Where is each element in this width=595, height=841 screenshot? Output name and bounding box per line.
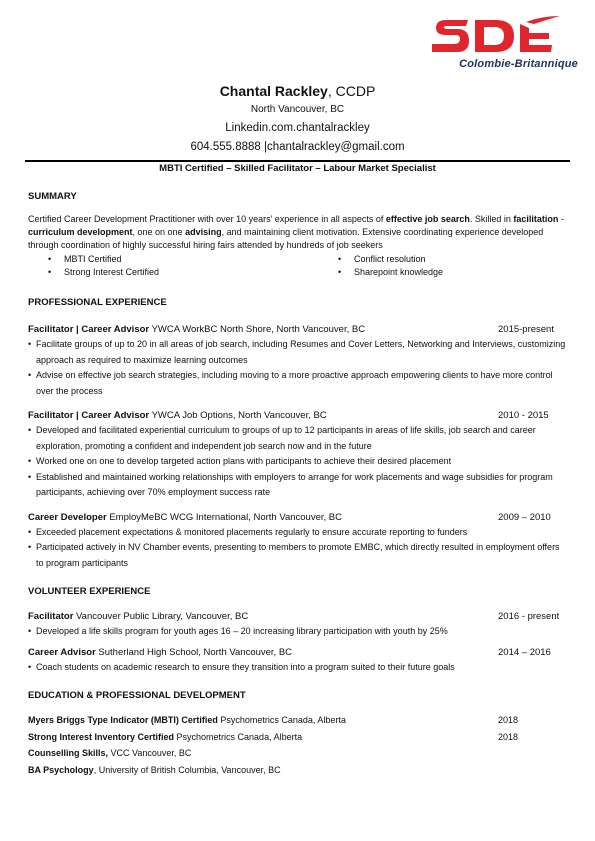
job-header	[28, 646, 568, 660]
job-bullet: • Coach students on academic research to ensure they transition into a program suited to their future goals	[28, 660, 568, 676]
volunteer-entry	[28, 646, 568, 676]
linkedin-link[interactable]: Linkedin.com.chantalrackley	[225, 122, 370, 134]
education-row	[28, 729, 568, 746]
summary-text: Certified Career Development Practitioner with over 10 years’ experience in all aspects of	[28, 214, 386, 224]
job-org: Vancouver Public Library, Vancouver, BC	[73, 611, 249, 622]
summary-text: . Skilled in	[469, 214, 514, 224]
job-dates: 2016 - present	[498, 611, 560, 622]
job-role: Facilitator	[28, 611, 74, 622]
job-bullet: • Advise on effective job search strategies, including moving to a more proactive approach empowering clients to have more control over the process	[28, 368, 568, 399]
summary-section	[28, 190, 568, 279]
job-bullet: • Developed and facilitated experiential curriculum to groups of up to 12 participants in areas of life skills, job search and career exploration, promoting a confident and independent job search now and in the future	[28, 423, 568, 454]
summary-bold: facilitation	[513, 214, 559, 224]
summary-bold: effective job search	[385, 214, 470, 224]
education-date: 2018	[498, 731, 519, 742]
education-date	[498, 762, 568, 779]
job-entry	[28, 323, 568, 399]
summary-skills	[28, 253, 568, 279]
skill-item: • Sharepoint knowledge	[318, 266, 558, 279]
job-org: YWCA Job Options, North Vancouver, BC	[149, 410, 327, 421]
education-date: 2018	[498, 715, 519, 725]
job-role: Facilitator | Career Advisor	[28, 324, 150, 335]
education-detail: VCC Vancouver, BC	[108, 748, 192, 758]
skill-item: • MBTI Certified	[28, 253, 318, 266]
summary-bold: curriculum development	[28, 227, 133, 237]
job-bullet: • Facilitate groups of up to 20 in all areas of job search, including Resumes and Cover Letters, Networking and Interviews, customizing approach as required to maximize learning outcomes	[28, 337, 568, 368]
education-name: BA Psychology	[28, 764, 94, 775]
job-org: Sutherland High School, North Vancouver, BC	[95, 646, 293, 658]
volunteer-entry	[28, 610, 568, 640]
sde-logo-mark	[430, 14, 570, 58]
resume-header	[0, 82, 595, 155]
education-detail: Psychometrics Canada, Alberta	[174, 731, 303, 742]
education-row	[28, 745, 568, 762]
job-header	[28, 323, 568, 337]
summary-text: , and maintaining client motivation. Extensive coordinating experience developed through coordination of highly successful hiring fairs attended by hundreds of job seekers	[28, 227, 544, 250]
skills-column-right	[318, 253, 558, 279]
education-row	[28, 762, 568, 779]
job-role: Career Developer	[28, 511, 107, 523]
job-org: YWCA WorkBC North Shore, North Vancouver, BC	[149, 324, 366, 335]
job-dates: 2010 - 2015	[498, 410, 549, 421]
header-divider	[25, 160, 570, 162]
education-detail: Psychometrics Canada, Alberta	[217, 715, 346, 725]
logo-subtitle: Colombie-Britannique	[459, 58, 578, 70]
job-entry	[28, 511, 568, 572]
education-section	[28, 689, 568, 778]
education-name: Counselling Skills,	[28, 748, 109, 758]
volunteer-title: VOLUNTEER EXPERIENCE	[28, 586, 151, 597]
education-name: Myers Briggs Type Indicator (MBTI) Certified	[28, 715, 218, 725]
candidate-name-line	[0, 82, 595, 100]
job-bullet: • Established and maintained working relationships with employers to arrange for work placements and wage subsidies for program participants, achieving over 70% employment success rate	[28, 470, 568, 501]
job-dates: 2009 – 2010	[498, 511, 551, 523]
summary-text: , one on one	[132, 227, 186, 237]
job-entry	[28, 409, 568, 501]
summary-title: SUMMARY	[28, 191, 77, 202]
job-bullet: • Developed a life skills program for youth ages 16 – 20 increasing library participation with youth by 25%	[28, 624, 568, 640]
experience-title: PROFESSIONAL EXPERIENCE	[28, 297, 167, 308]
volunteer-section	[28, 585, 568, 675]
skills-column-left	[28, 253, 318, 279]
job-bullet: • Worked one on one to develop targeted action plans with participants to achieve their desired placement	[28, 454, 568, 470]
education-detail: , University of British Columbia, Vancouver, BC	[93, 764, 281, 775]
summary-bold: advising	[185, 227, 222, 237]
education-row	[28, 712, 568, 729]
job-header	[28, 610, 568, 624]
skill-item: • Strong Interest Certified	[28, 266, 318, 279]
candidate-address: North Vancouver, BC	[250, 104, 345, 115]
contact-info[interactable]: 604.555.8888 |chantalrackley@gmail.com	[190, 141, 405, 153]
education-date	[498, 745, 568, 762]
candidate-name: Chantal Rackley	[219, 83, 328, 99]
skill-item: • Conflict resolution	[318, 253, 558, 266]
resume-body	[28, 190, 568, 778]
job-org: EmployMeBC WCG International, North Vancouver, BC	[106, 511, 342, 523]
job-bullet: • Participated actively in NV Chamber events, presenting to members to promote EMBC, which directly resulted in employment offers to program participants	[28, 540, 568, 571]
summary-text: -	[558, 214, 564, 224]
job-header	[28, 511, 568, 525]
job-dates: 2014 – 2016	[498, 646, 551, 658]
sde-logo	[428, 14, 578, 74]
education-name: Strong Interest Inventory Certified	[28, 731, 175, 742]
summary-paragraph	[28, 213, 568, 252]
education-title: EDUCATION & PROFESSIONAL DEVELOPMENT	[28, 690, 246, 701]
education-list	[28, 712, 568, 778]
job-role: Facilitator | Career Advisor	[28, 410, 150, 421]
headline-tagline: MBTI Certified – Skilled Facilitator – Labour Market Specialist	[159, 163, 436, 174]
job-role: Career Advisor	[28, 646, 96, 658]
job-dates: 2015-present	[498, 324, 554, 335]
job-bullet: • Exceeded placement expectations & monitored placements regularly to ensure accurate reporting to funders	[28, 525, 568, 541]
experience-section	[28, 296, 568, 571]
candidate-credential: , CCDP	[327, 83, 376, 99]
job-header	[28, 409, 568, 423]
